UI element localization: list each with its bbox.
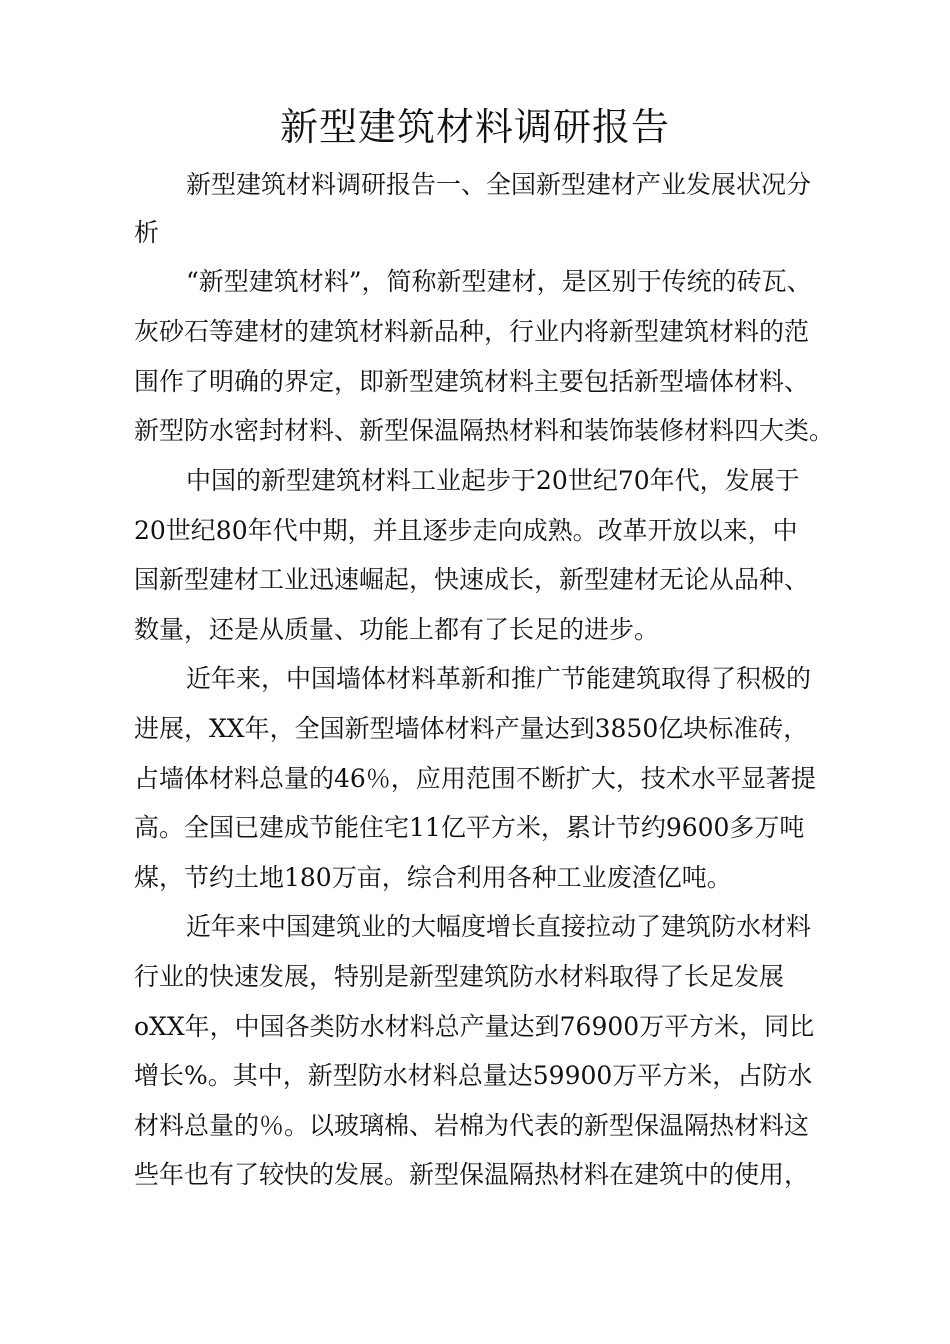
text-line: 新型建筑材料调研报告一、全国新型建材产业发展状况分 <box>186 170 812 199</box>
text-line: 灰砂石等建材的建筑材料新品种，行业内将新型建筑材料的范 <box>134 317 810 346</box>
text-line: 中国的新型建筑材料工业起步于20世纪70年代，发展于 <box>186 466 800 495</box>
text-line: 些年也有了较快的发展。新型保温隔热材料在建筑中的使用， <box>134 1160 810 1189</box>
document-title: 新型建筑材料调研报告 <box>279 105 670 149</box>
text-line: 材料总量的％。以玻璃棉、岩棉为代表的新型保温隔热材料这 <box>134 1111 810 1140</box>
text-line: 近年来中国建筑业的大幅度增长直接拉动了建筑防水材料 <box>186 912 812 941</box>
text-line: 占墙体材料总量的46％，应用范围不断扩大，技术水平显著提 <box>134 764 816 793</box>
text-line: 高。全国已建成节能住宅11亿平方米，累计节约9600多万吨 <box>134 813 805 842</box>
text-line: 新型防水密封材料、新型保温隔热材料和装饰装修材料四大类。 <box>134 416 835 445</box>
text-line: 煤，节约土地180万亩，综合利用各种工业废渣亿吨。 <box>134 863 732 892</box>
text-line: 20世纪80年代中期，并且逐步走向成熟。改革开放以来，中 <box>134 516 798 545</box>
text-line: oXX年，中国各类防水材料总产量达到76900万平方米，同比 <box>134 1012 815 1041</box>
text-line: 数量，还是从质量、功能上都有了长足的进步。 <box>134 615 660 644</box>
text-line: 进展，XX年，全国新型墙体材料产量达到3850亿块标准砖， <box>134 714 809 743</box>
text-line: “新型建筑材料”，简称新型建材，是区别于传统的砖瓦、 <box>186 267 812 296</box>
text-line: 国新型建材工业迅速崛起，快速成长，新型建材无论从品种、 <box>134 565 810 594</box>
text-line: 围作了明确的界定，即新型建筑材料主要包括新型墙体材料、 <box>134 367 810 396</box>
text-line: 行业的快速发展，特别是新型建筑防水材料取得了长足发展 <box>134 962 785 991</box>
text-line: 析 <box>134 218 160 247</box>
text-line: 近年来，中国墙体材料革新和推广节能建筑取得了积极的 <box>186 664 812 693</box>
text-line: 增长%。其中，新型防水材料总量达59900万平方米，占防水 <box>134 1061 813 1090</box>
